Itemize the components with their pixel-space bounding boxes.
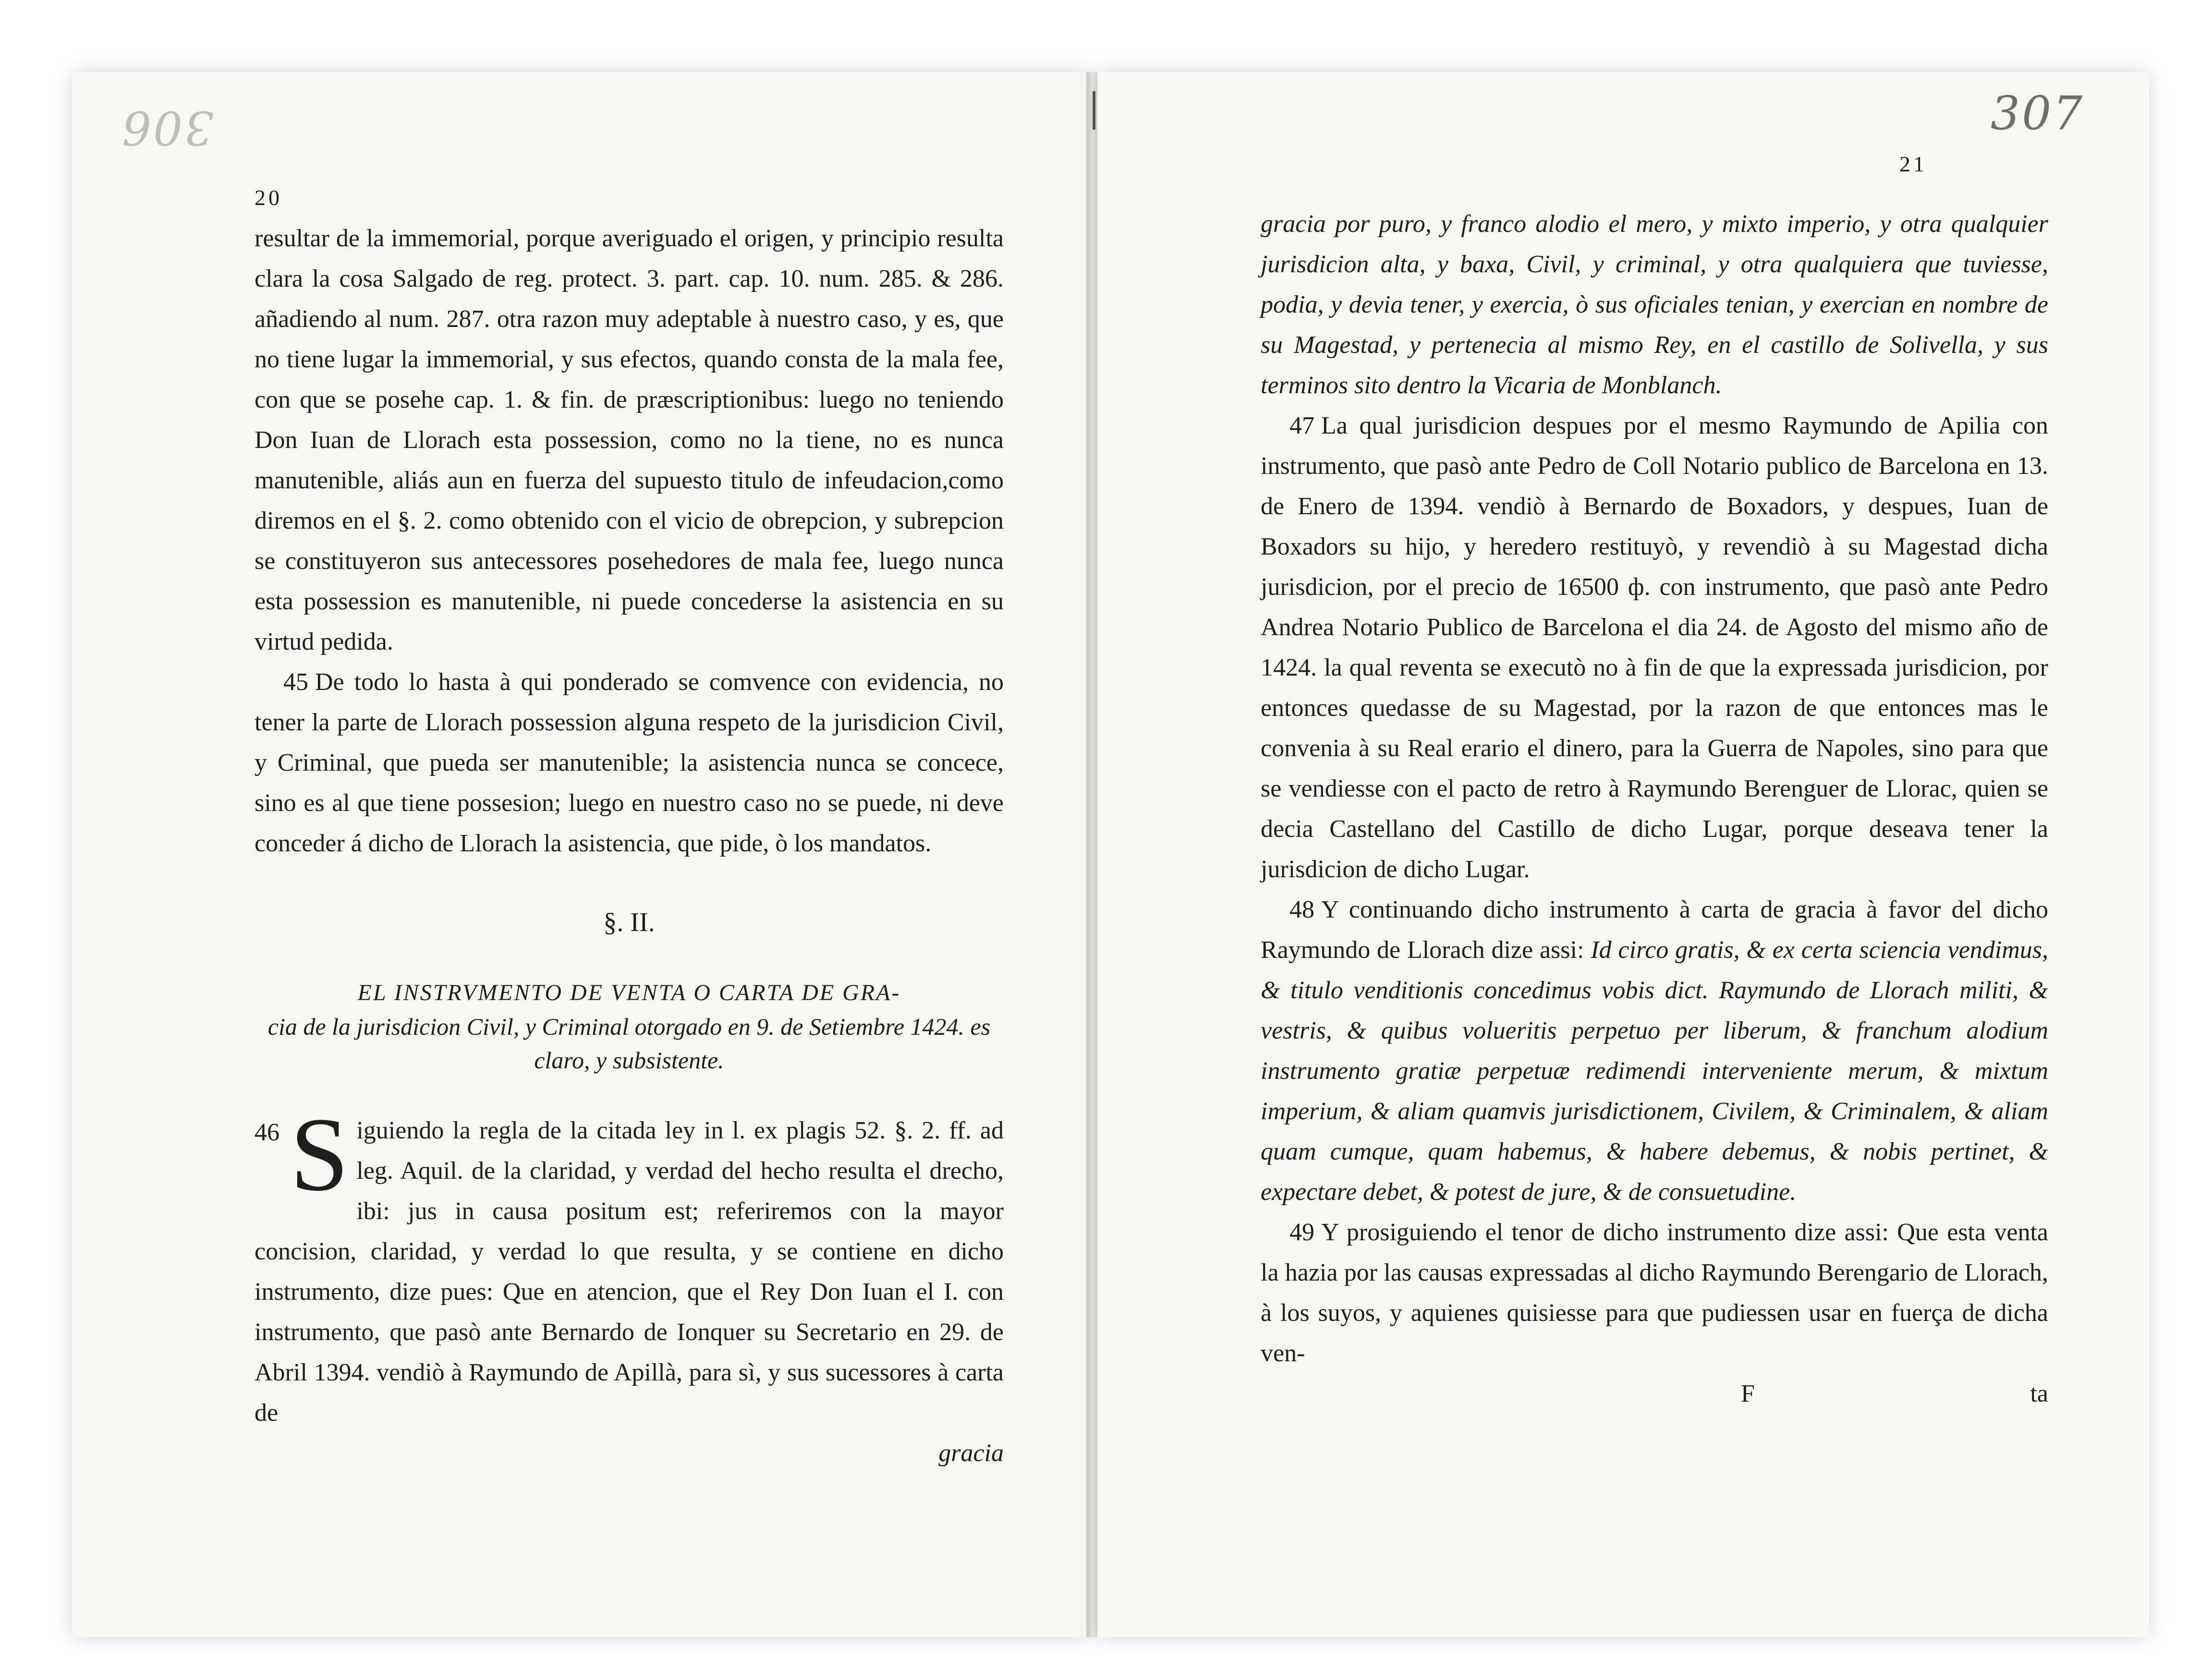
- paragraph-48-latin: Id circo gratis, & ex certa sciencia vendimus, & titulo venditionis concedimus vobis dict. Raymundo de Llorach militi, & vestris, & quibus volueritis perpetuo per liberum, & franchum alodium instrumento gratiæ perpetuæ redimendi interveniente merum, & mixtum imperium, & aliam quamvis jurisdictionem, Civilem, & Criminalem, & aliam quam cumque, quam habemus, & habere debemus, & nobis pertinet, & expectare debet, & potest de jure, & de consuetudine.: [1261, 936, 2048, 1206]
- right-page: [1097, 72, 2149, 1637]
- folio-number-right: 307: [1991, 86, 2085, 140]
- catchword-right: ta: [2030, 1380, 2048, 1407]
- paragraph-number-47: 47: [1289, 412, 1314, 439]
- paragraph-number-48: 48: [1289, 896, 1314, 923]
- paragraph-number-46: 46: [255, 1119, 280, 1146]
- paragraph-45: [255, 662, 1004, 864]
- paragraph-46: [255, 1096, 1004, 1433]
- section-heading-caps: EL INSTRVMENTO DE VENTA O CARTA DE GRA-: [357, 980, 901, 1005]
- page-number-right: 21: [1899, 152, 1927, 176]
- paragraph-44-continuation: resultar de la immemorial, porque averiguado el origen, y principio resulta clara la cosa Salgado de reg. protect. 3. part. cap. 10. num. 285. & 286. añadiendo al num. 287. otra razon muy adeptable à nuestro caso, y es, que no tiene lugar la immemorial, y sus efectos, quando consta de la mala fee, con que se posehe cap. 1. & fin. de præscriptionibus: luego no teniendo Don Iuan de Llorach esta possession, como no la tiene, no es nunca manutenible, aliás aun en fuerza del supuesto titulo de infeudacion,como diremos en el §. 2. como obtenido con el vicio de obrepcion, y subrepcion se constituyeron sus antecessores posehedores de mala fee, luego nunca esta possession es manutenible, ni puede concederse la asistencia en su virtud pedida.: [255, 225, 1004, 655]
- catchword-left: [255, 1433, 1004, 1474]
- page-footer-right: [1261, 1374, 2048, 1414]
- paragraph-49: [1261, 1212, 2048, 1374]
- paragraph-48-text: Y continuando dicho instrumento à carta de gracia à favor del dicho Raymundo de Llorach dize assi:: [1261, 896, 2048, 964]
- paragraph-number-45: 45: [283, 668, 308, 696]
- page-number-left: 20: [255, 185, 282, 210]
- paragraph-number-49: 49: [1289, 1219, 1314, 1246]
- paragraph-49-text: Y prosiguiendo el tenor de dicho instrumento dize assi: Que esta venta la hazia por las causas expressadas al dicho Raymundo Berengario de Llorach, à los suyos, y aquienes quisiesse para que pudiessen usar en fuerça de dicha ven-: [1261, 1219, 2048, 1367]
- folio-number-left: 306: [120, 101, 214, 155]
- right-text-column: [1261, 180, 2048, 1414]
- left-page: [72, 72, 1089, 1637]
- paragraph-48: [1261, 890, 2048, 1212]
- paragraph-46-text: iguiendo la regla de la citada ley in l. ex plagis 52. §. 2. ff. ad leg. Aquil. de la claridad, y verdad del hecho resulta el drecho, ibi: jus in causa positum est; referiremos con la mayor concision, claridad, y verdad lo que resulta, y se contiene en dicho instrumento, dize pues: Que en atencion, que el Rey Don Iuan el I. con instrumento, que pasò ante Bernardo de Ionquer su Secretario en 29. de Abril 1394. vendiò à Raymundo de Apillà, para sì, y sus sucessores à carta de: [255, 1117, 1004, 1427]
- gutter-mark: [1093, 91, 1095, 130]
- drop-cap-s: S: [290, 1096, 349, 1213]
- section-heading: [255, 976, 1004, 1077]
- section-heading-rest: cia de la jurisdicion Civil, y Criminal otorgado en 9. de Setiembre 1424. es claro, y subsistente.: [267, 1013, 991, 1074]
- signature-mark: F: [1741, 1380, 1755, 1407]
- left-text-column: [255, 194, 1004, 1474]
- paragraph-47-text: La qual jurisdicion despues por el mesmo Raymundo de Apilia con instrumento, que pasò ante Pedro de Coll Notario publico de Barcelona en 13. de Enero de 1394. vendiò à Bernardo de Boxadors, y despues, Iuan de Boxadors su hijo, y heredero restituyò, y revendiò à su Magestad dicha jurisdicion, por el precio de 16500 ф. con instrumento, que pasò ante Pedro Andrea Notario Publico de Barcelona el dia 24. de Agosto del mismo año de 1424. la qual reventa se executò no à fin de que la expressada jurisdicion, por entonces quedasse de su Magestad, por la razon de que entonces mas le convenia à su Real erario el dinero, para la Guerra de Napoles, sino para que se vendiesse con el pacto de retro à Raymundo Berenguer de Llorac, quien se decia Castellano del Castillo de dicho Lugar, porque deseava tener la jurisdicion de dicho Lugar.: [1261, 412, 2048, 883]
- section-mark: §. II.: [603, 907, 655, 937]
- paragraph-46-continuation: gracia por puro, y franco alodio el mero, y mixto imperio, y otra qualquier jurisdicion alta, y baxa, Civil, y criminal, y otra qualquiera que tuviesse, podia, y devia tener, y exercia, ò sus oficiales tenian, y exercian en nombre de su Magestad, y pertenecia al mismo Rey, en el castillo de Solivella, y sus terminos sito dentro la Vicaria de Monblanch.: [1261, 210, 2048, 399]
- paragraph-47: [1261, 406, 2048, 890]
- catchword-left-text: gracia: [938, 1439, 1004, 1467]
- paragraph-45-text: De todo lo hasta à qui ponderado se comvence con evidencia, no tener la parte de Llorach possession alguna respeto de la jurisdicion Civil, y Criminal, que pueda ser manutenible; la asistencia nunca se concece, sino es al que tiene possesion; luego en nuestro caso no se puede, ni deve conceder á dicho de Llorach la asistencia, que pide, ò los mandatos.: [255, 668, 1004, 857]
